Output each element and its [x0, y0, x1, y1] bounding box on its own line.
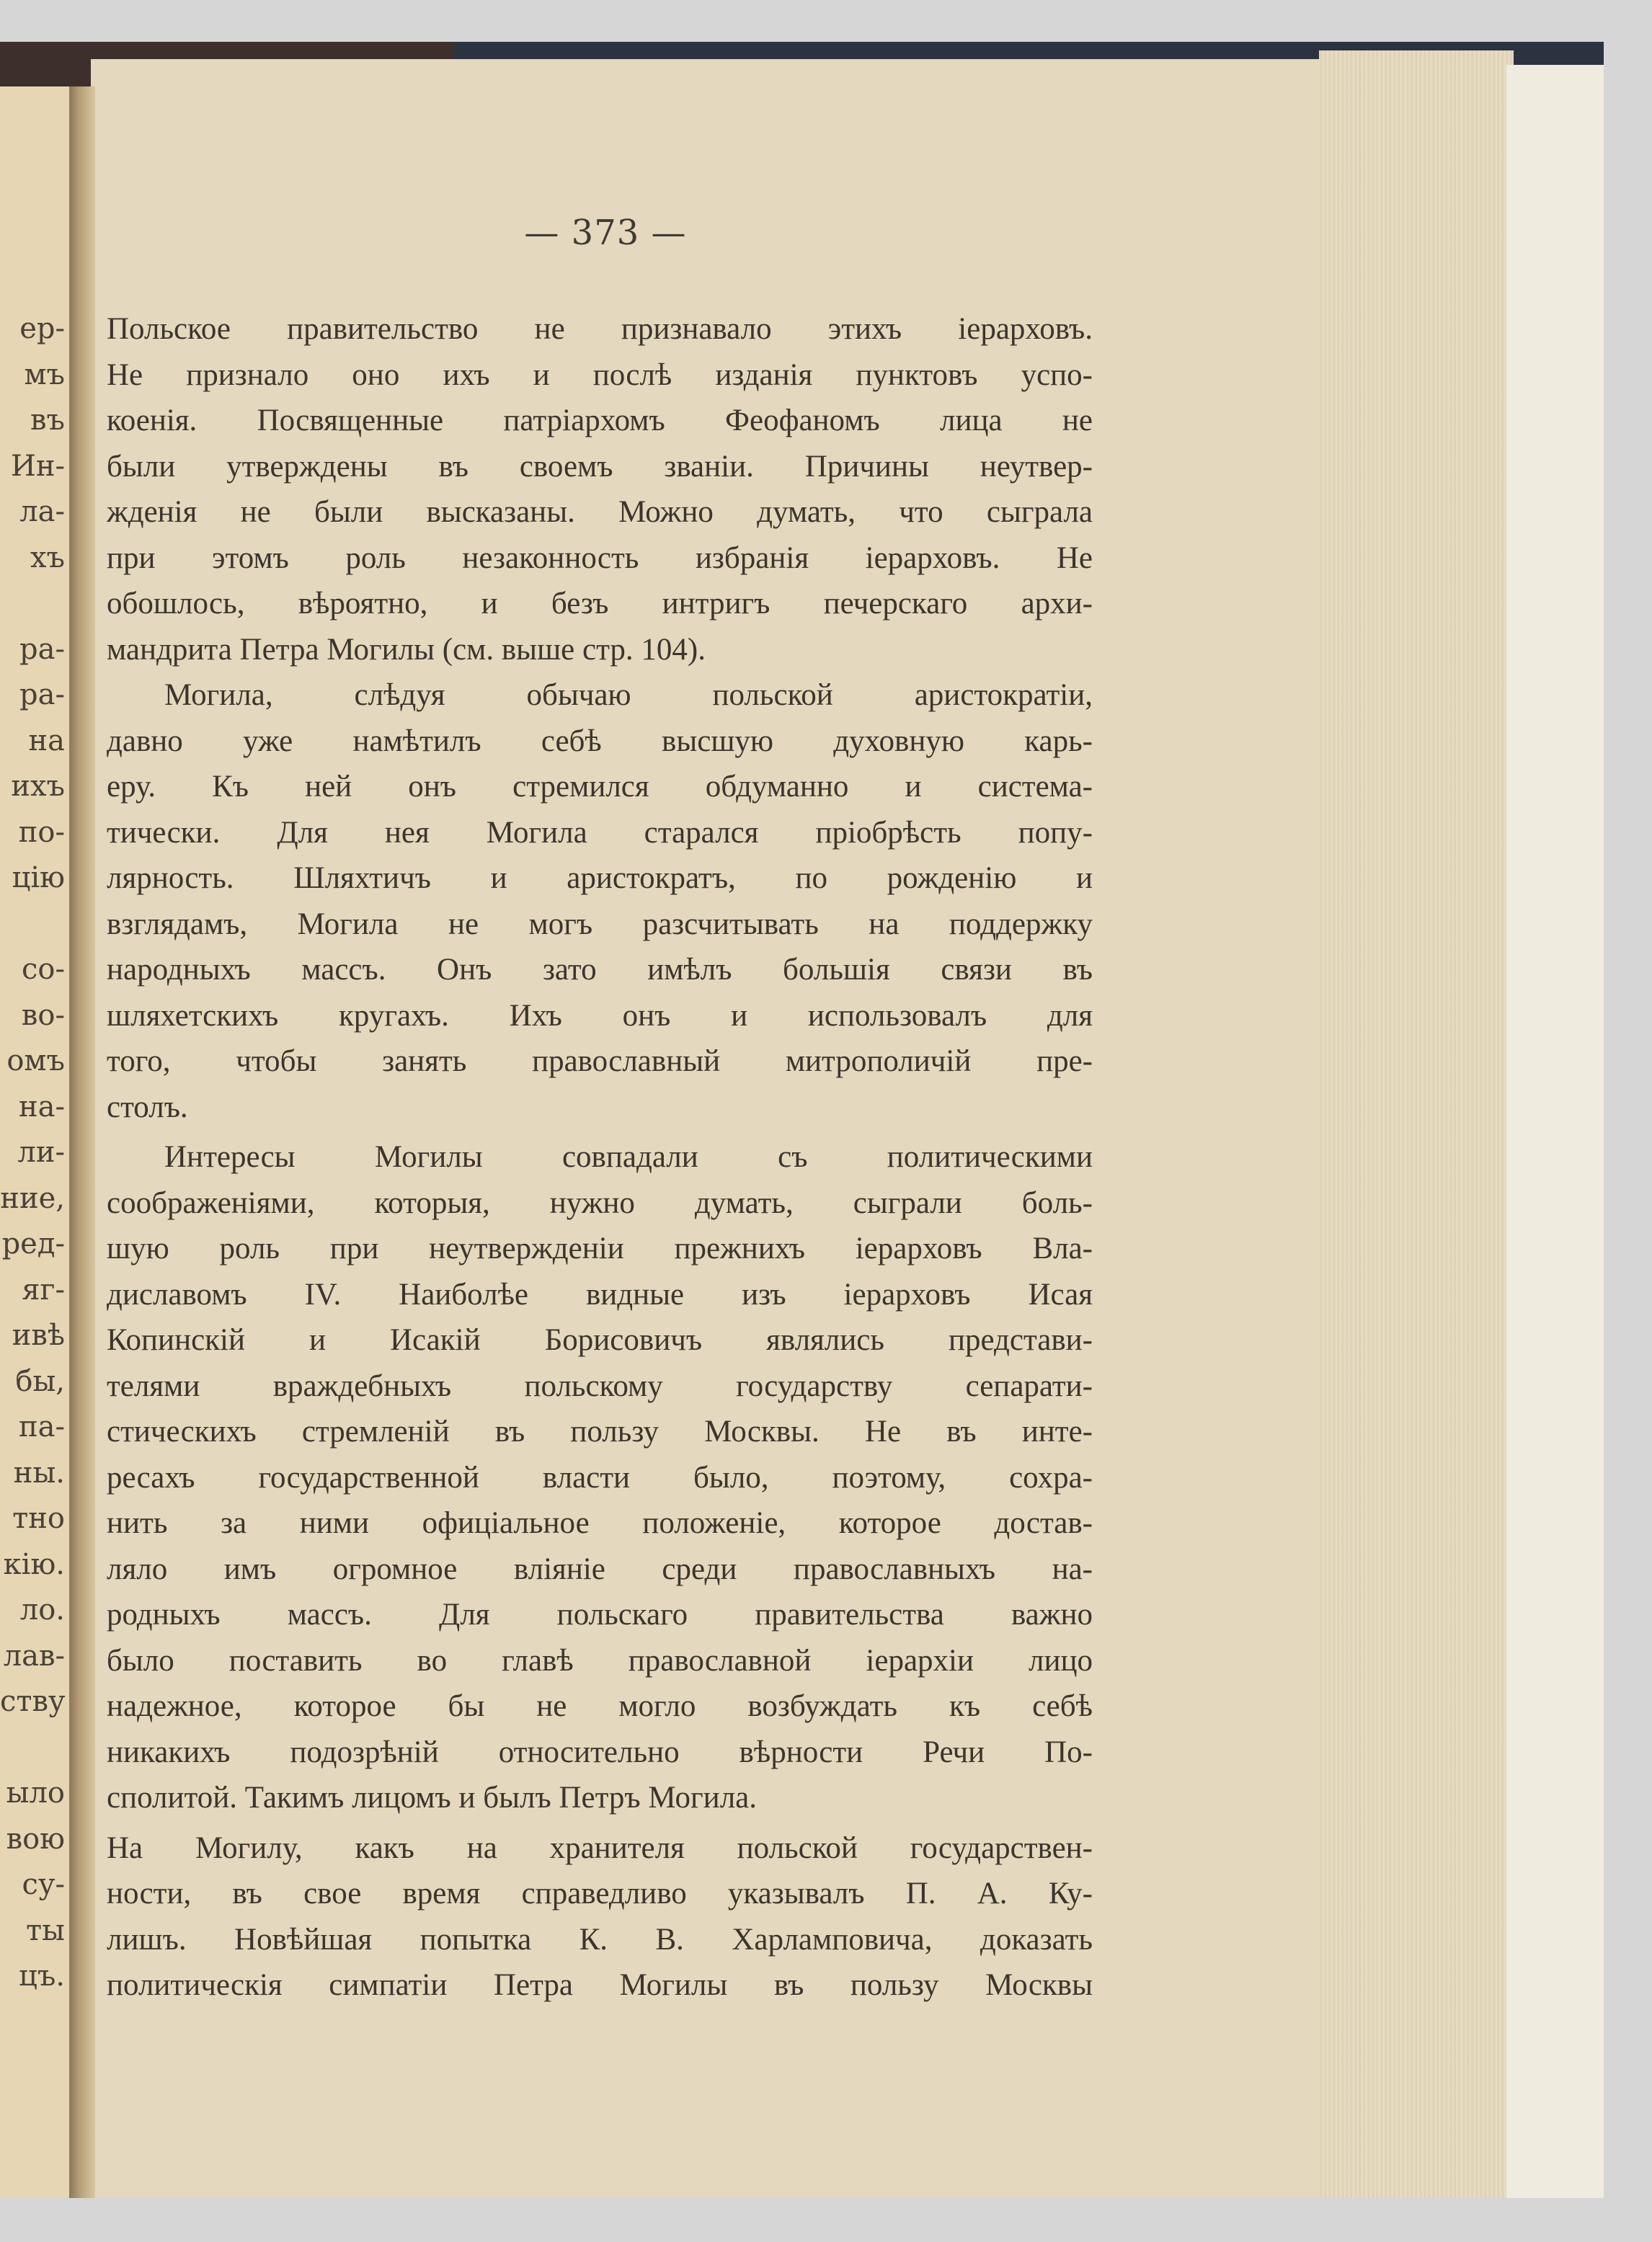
text-line: давно уже намѣтилъ себѣ высшую духовную карь- [107, 724, 1093, 758]
text-line: шляхетскихъ кругахъ. Ихъ онъ и использовалъ для [107, 998, 1093, 1033]
left-fragment: въ [30, 404, 65, 437]
text-line: Интересы Могилы совпадали съ политическими [164, 1140, 1093, 1174]
page-text [107, 306, 1093, 2009]
left-fragment: ло. [19, 1593, 65, 1627]
text-line: обошлось, вѣроятно, и безъ интригъ печерскаго архи- [107, 587, 1093, 620]
text-line: политическія симпатіи Петра Могилы въ пользу Москвы [107, 1968, 1093, 2002]
left-fragment: цію [12, 861, 65, 894]
paragraph [107, 672, 1093, 1130]
left-page-text-fragments [0, 306, 68, 2000]
text-line: было поставить во главѣ православной іерархіи лицо [107, 1643, 1093, 1678]
left-fragment: ла- [19, 495, 65, 528]
text-line: тически. Для нея Могила старался пріобрѣсть попу- [107, 815, 1093, 850]
text-line: того, чтобы занять православный митрополичій пре- [107, 1044, 1093, 1078]
left-fragment: тно [12, 1502, 65, 1535]
paragraph [107, 306, 1093, 672]
text-line: были утверждены въ своемъ званіи. Причины неутвер- [107, 449, 1093, 484]
scan-border-right [1604, 42, 1652, 2242]
page-edge-light [1506, 65, 1604, 2198]
text-line: диславомъ IV. Наиболѣе видные изъ іерарховъ Исая [107, 1277, 1093, 1312]
left-fragment: ихъ [11, 770, 65, 803]
text-line: ляло имъ огромное вліяніе среди православныхъ на- [107, 1552, 1093, 1586]
left-fragment: омъ [6, 1044, 65, 1077]
left-fragment [0, 581, 68, 627]
text-line: лишъ. Новѣйшая попытка К. В. Харламповича, доказать [107, 1922, 1093, 1957]
text-line: столъ. [107, 1090, 188, 1124]
left-fragment: во- [21, 998, 65, 1032]
left-fragment: на- [18, 1090, 65, 1124]
left-fragment: со- [22, 953, 65, 986]
left-fragment: кію. [3, 1547, 65, 1581]
left-fragment: ству [0, 1685, 66, 1718]
left-fragment: па- [18, 1410, 65, 1443]
text-line: родныхъ массъ. Для польскаго правительства важно [107, 1598, 1093, 1632]
text-line: шую роль при неутвержденіи прежнихъ іерарховъ Вла- [107, 1232, 1093, 1265]
text-line: На Могилу, какъ на хранителя польской государствен- [107, 1830, 1093, 1865]
left-fragment: цъ. [19, 1959, 65, 1993]
text-line: Не признало оно ихъ и послѣ изданія пунктовъ успо- [107, 357, 1093, 392]
left-fragment: ты [26, 1913, 65, 1947]
text-line: мандрита Петра Могилы (см. выше стр. 104). [107, 632, 706, 667]
text-line: Могила, слѣдуя обычаю польской аристократіи, [164, 678, 1093, 712]
left-fragment: су- [22, 1868, 65, 1901]
left-fragment: ли- [17, 1136, 65, 1169]
left-fragment: яг- [22, 1273, 65, 1307]
left-fragment: ны. [13, 1456, 65, 1490]
text-line: при этомъ роль незаконность избранія іерарховъ. Не [107, 541, 1093, 575]
text-line: коенія. Посвященные патріархомъ Феофаномъ лица не [107, 404, 1093, 437]
left-fragment [0, 902, 68, 948]
text-line: Польское правительство не признавало этихъ іерарховъ. [107, 312, 1093, 346]
left-fragment: на [28, 724, 65, 757]
text-line: взглядамъ, Могила не могъ разсчитывать на поддержку [107, 907, 1093, 941]
text-line: Копинскій и Исакій Борисовичъ являлись представи- [107, 1323, 1093, 1357]
left-fragment: хъ [30, 541, 65, 574]
paragraph [107, 1134, 1093, 1821]
text-line: соображеніями, которыя, нужно думать, сыграли боль- [107, 1185, 1093, 1220]
left-fragment: бы, [15, 1364, 65, 1398]
text-line: сполитой. Такимъ лицомъ и былъ Петръ Могила. [107, 1781, 757, 1815]
text-line: телями враждебныхъ польскому государству сепарати- [107, 1369, 1093, 1403]
text-line: еру. Къ ней онъ стремился обдуманно и система- [107, 770, 1093, 804]
book-gutter [69, 86, 95, 2198]
scan-border-bottom [0, 2198, 1652, 2242]
left-fragment: ыло [6, 1776, 65, 1810]
text-line: стическихъ стремленій въ пользу Москвы. Не въ инте- [107, 1415, 1093, 1449]
text-line: ности, въ свое время справедливо указывалъ П. А. Ку- [107, 1877, 1093, 1910]
left-fragment: ра- [19, 678, 65, 711]
text-line: надежное, которое бы не могло возбуждать къ себѣ [107, 1689, 1093, 1723]
left-fragment: ние, [0, 1181, 65, 1215]
left-fragment: ивѣ [12, 1319, 65, 1352]
text-line: лярность. Шляхтичъ и аристократъ, по рожденію и [107, 861, 1093, 895]
paragraph [107, 1825, 1093, 2009]
page-number: — 373 — [524, 213, 687, 253]
text-line: народныхъ массъ. Онъ зато имѣлъ большія связи въ [107, 953, 1093, 987]
text-line: жденія не были высказаны. Можно думать, что сыграла [107, 495, 1093, 529]
left-fragment: ред- [1, 1227, 65, 1260]
left-fragment: вою [6, 1822, 65, 1856]
text-line: ресахъ государственной власти было, поэтому, сохра- [107, 1460, 1093, 1495]
left-fragment: по- [18, 815, 65, 849]
left-fragment: мъ [24, 357, 65, 391]
left-fragment: ер- [19, 312, 65, 345]
text-line: никакихъ подозрѣній относительно вѣрности Речи По- [107, 1735, 1093, 1769]
page-edge-stack [1319, 50, 1514, 2202]
left-fragment: Ин- [10, 449, 65, 483]
left-fragment: ра- [19, 632, 65, 666]
left-fragment [0, 1725, 68, 1771]
text-line: нить за ними офиціальное положеніе, которое достав- [107, 1506, 1093, 1540]
left-fragment: лав- [3, 1639, 65, 1673]
